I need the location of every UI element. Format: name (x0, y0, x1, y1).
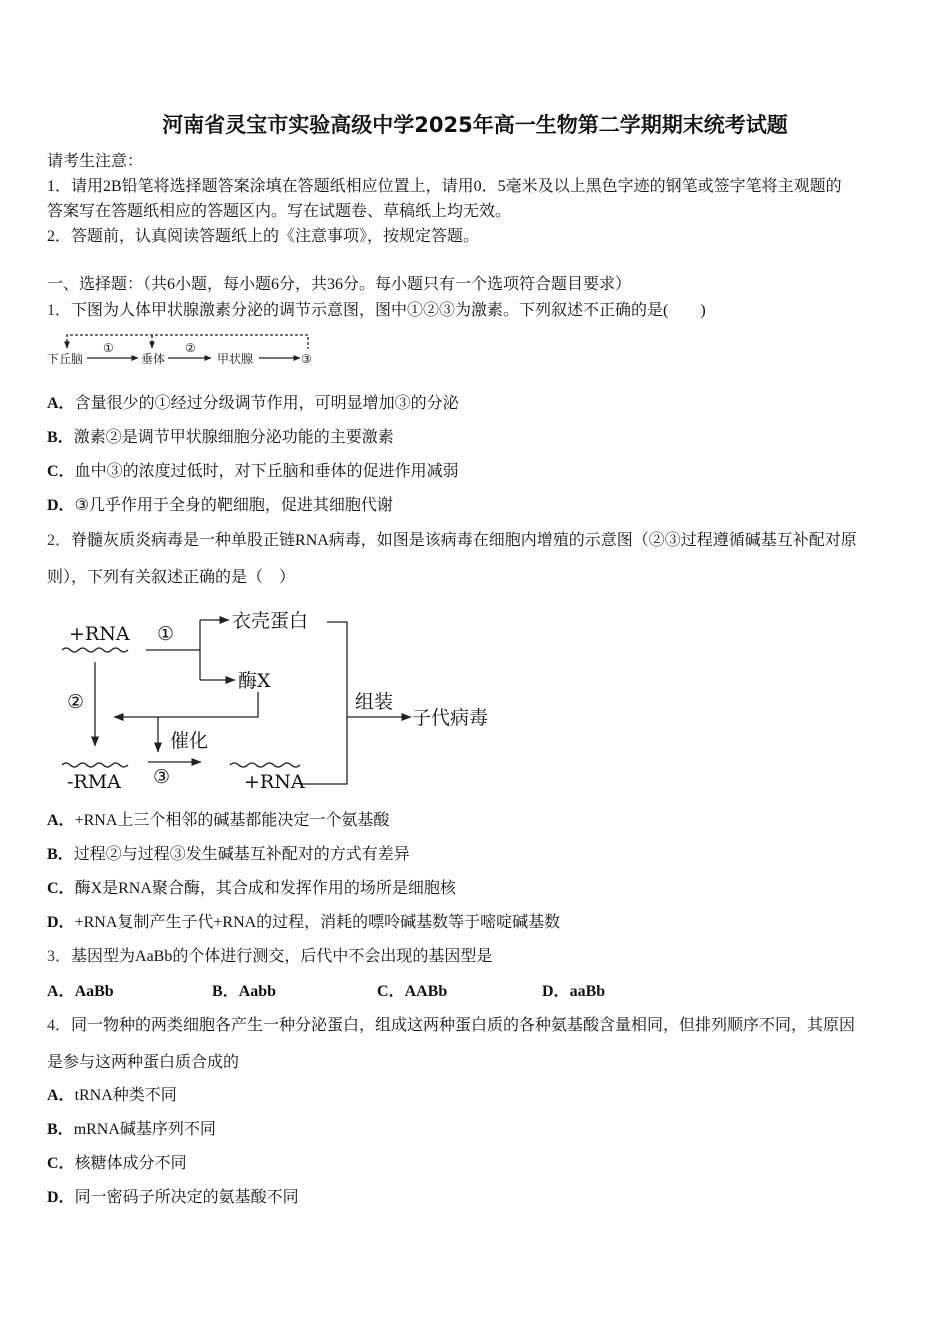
option-text: ③几乎作用于全身的靶细胞，促进其细胞代谢 (74, 497, 393, 514)
question-4-stem-continued: 是参与这两种蛋白质合成的 (47, 1054, 240, 1071)
option-letter: A． (47, 395, 75, 412)
assembly-label: 组装 (355, 691, 394, 713)
question-2-option-c (47, 879, 456, 899)
enzyme-x-label: 酶X (238, 670, 271, 692)
question-stem-text: 下图为人体甲状腺激素分泌的调节示意图，图中①②③为激素。下列叙述不正确的是( ) (71, 302, 706, 319)
option-text: +RNA上三个相邻的碱基都能决定一个氨基酸 (74, 812, 390, 829)
notice-line: 2．答题前，认真阅读答题纸上的《注意事项》，按规定答题。 (47, 228, 480, 245)
step-1-label: ① (157, 623, 175, 645)
exam-title: 河南省灵宝市实验高级中学2025年高一生物第二学期期末统考试题 (162, 113, 788, 137)
pituitary-label: 垂体 (141, 352, 166, 366)
notice-line: 答案写在答题纸相应的答题区内。写在试题卷、草稿纸上均无效。 (47, 203, 512, 220)
question-4-option-b (47, 1120, 216, 1140)
hormone-3-label: ③ (301, 352, 312, 366)
minus-rna-label: -RMA (67, 771, 121, 793)
plus-rna-strand-end (230, 763, 300, 767)
option-text: +RNA复制产生子代+RNA的过程，消耗的嘌呤碱基数等于嘧啶碱基数 (74, 914, 561, 931)
plus-rna-strand-start (62, 648, 128, 652)
question-stem-text: 基因型为AaBb的个体进行测交，后代中不会出现的基因型是 (71, 948, 493, 965)
question-1-option-a (47, 394, 459, 414)
question-1-stem (47, 301, 706, 321)
option-text: mRNA碱基序列不同 (73, 1121, 216, 1138)
question-2-stem (47, 531, 857, 551)
option-text: AaBb (74, 983, 114, 1000)
question-3-option-a (47, 982, 114, 1002)
option-letter: B． (212, 983, 239, 1000)
question-2-option-d (47, 913, 560, 933)
section-heading: 一、选择题：（共6小题，每小题6分，共36分。每小题只有一个选项符合题目要求） (47, 276, 632, 293)
question-1-option-b (47, 428, 394, 448)
hormone-2-label: ② (185, 341, 196, 355)
question-4-stem (47, 1016, 855, 1036)
option-letter: B． (47, 1121, 74, 1138)
option-letter: D． (47, 497, 75, 514)
option-letter: A． (47, 1087, 75, 1104)
step-2-label: ② (67, 691, 85, 713)
question-stem-text: 脊髓灰质炎病毒是一种单股正链RNA病毒，如图是该病毒在细胞内增殖的示意图（②③过程遵循碱基互补配对原 (71, 532, 857, 549)
question-1-option-c (47, 462, 459, 482)
capsid-protein-label: 衣壳蛋白 (232, 610, 309, 632)
option-text: aaBb (569, 983, 606, 1000)
option-letter: C． (47, 1155, 75, 1172)
option-text: 核糖体成分不同 (74, 1155, 187, 1172)
step-3-label: ③ (153, 766, 171, 788)
option-text: 血中③的浓度过低时，对下丘脑和垂体的促进作用减弱 (74, 463, 459, 480)
thyroid-regulation-diagram (42, 328, 322, 372)
option-letter: D． (47, 914, 75, 931)
option-letter: D． (542, 983, 570, 1000)
question-3-option-b (212, 982, 276, 1002)
enzyme-catalysis-line (114, 692, 258, 717)
question-4-option-d (47, 1188, 299, 1208)
option-text: tRNA种类不同 (74, 1087, 177, 1104)
option-letter: D． (47, 1189, 75, 1206)
question-2-stem-continued: 则），下列有关叙述正确的是（ ） (47, 569, 296, 586)
option-text: 含量很少的①经过分级调节作用，可明显增加③的分泌 (74, 395, 459, 412)
hypothalamus-label: 下丘脑 (47, 352, 84, 366)
option-text: 酶X是RNA聚合酶，其合成和发挥作用的场所是细胞核 (74, 880, 456, 897)
question-2-option-b (47, 845, 410, 865)
option-letter: C． (377, 983, 405, 1000)
option-letter: B． (47, 846, 74, 863)
question-1-option-d (47, 496, 393, 516)
thyroid-label: 甲状腺 (217, 352, 254, 366)
question-number: 4． (47, 1017, 72, 1034)
catalysis-label: 催化 (170, 730, 209, 752)
option-text: AABb (404, 983, 448, 1000)
question-number: 1． (47, 302, 72, 319)
question-number: 2． (47, 532, 72, 549)
option-text: 激素②是调节甲状腺细胞分泌功能的主要激素 (73, 429, 394, 446)
option-letter: A． (47, 812, 75, 829)
progeny-virus-label: 子代病毒 (412, 707, 489, 729)
question-2-option-a (47, 811, 389, 831)
option-text: 过程②与过程③发生碱基互补配对的方式有差异 (73, 846, 410, 863)
minus-rna-strand (62, 763, 128, 767)
question-3-option-c (377, 982, 447, 1002)
question-3-option-d (542, 982, 605, 1002)
plus-rna-start-label: +RNA (69, 623, 130, 645)
question-4-option-c (47, 1154, 187, 1174)
assembly-bracket (300, 622, 347, 784)
question-stem-text: 同一物种的两类细胞各产生一种分泌蛋白，组成这两种蛋白质的各种氨基酸含量相同，但排列顺序不同，其原因 (71, 1017, 856, 1034)
notice-line: 1．请用2B铅笔将选择题答案涂填在答题纸相应位置上，请用0．5毫米及以上黑色字迹的钢笔或签字笔将主观题的 (47, 178, 842, 195)
option-text: 同一密码子所决定的氨基酸不同 (74, 1189, 299, 1206)
option-letter: B． (47, 429, 74, 446)
option-letter: A． (47, 983, 75, 1000)
option-letter: C． (47, 880, 75, 897)
question-4-option-a (47, 1086, 177, 1106)
notice-heading: 请考生注意： (47, 153, 144, 170)
question-3-stem (47, 947, 492, 967)
question-number: 3． (47, 948, 72, 965)
hormone-1-label: ① (103, 341, 114, 355)
option-text: Aabb (238, 983, 277, 1000)
virus-replication-diagram (55, 600, 505, 800)
plus-rna-end-label: +RNA (244, 771, 305, 793)
option-letter: C． (47, 463, 75, 480)
